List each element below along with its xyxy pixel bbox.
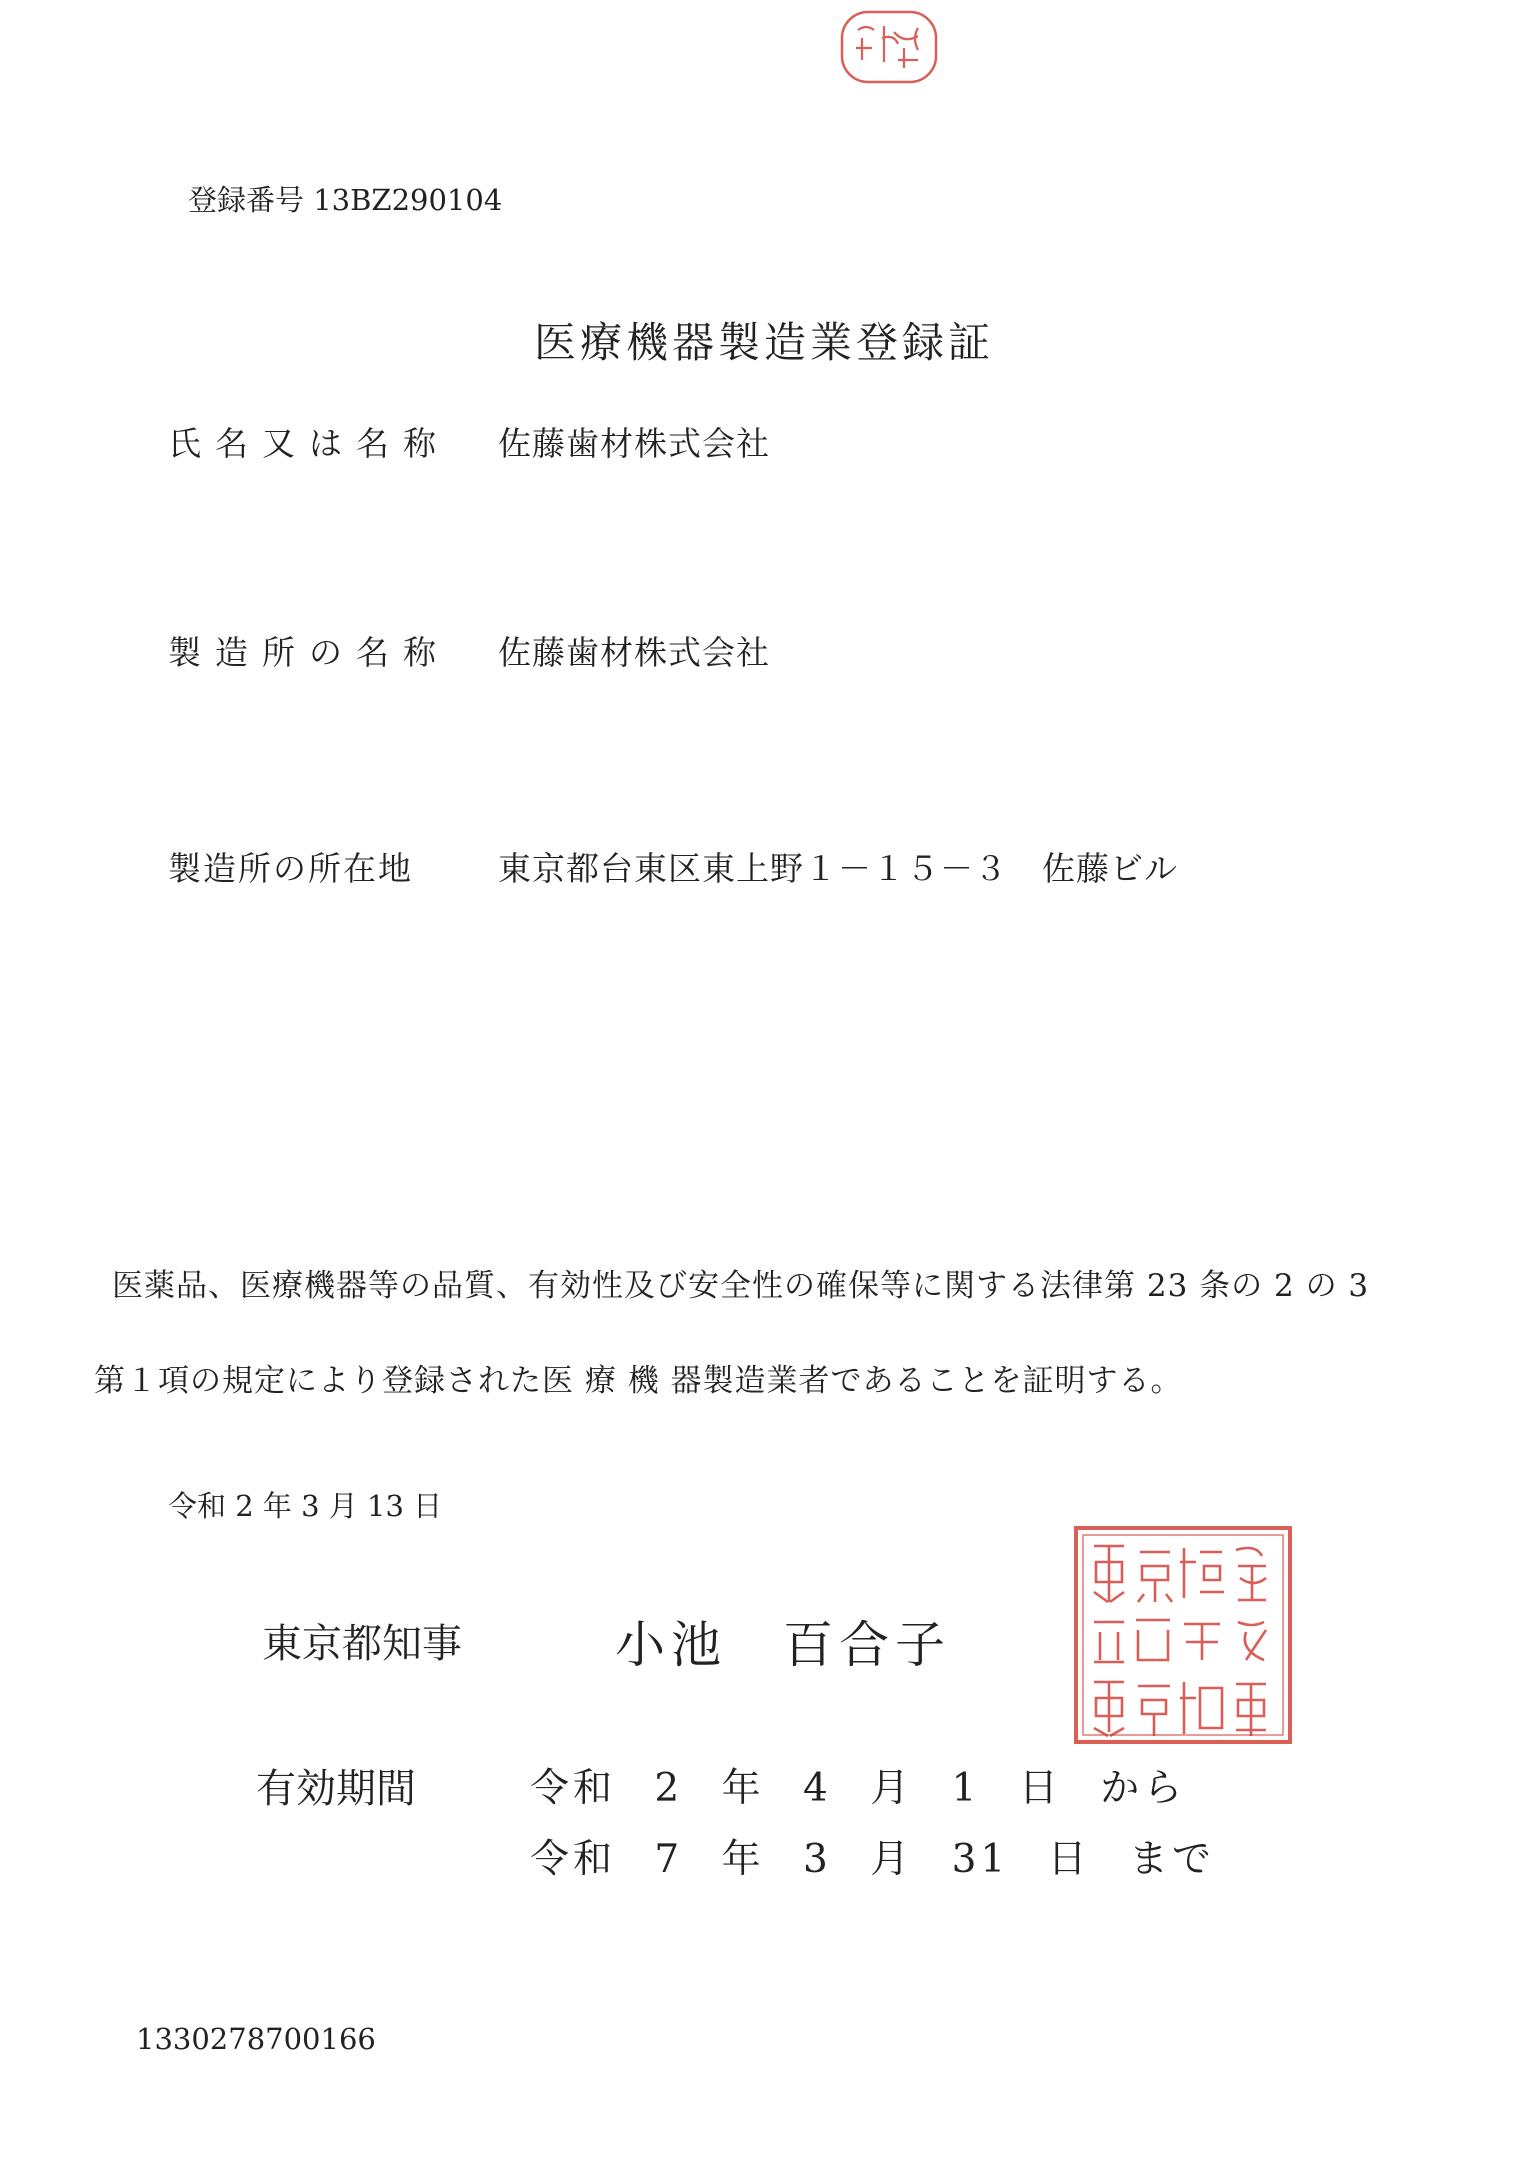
document-title: 医療機器製造業登録証 — [533, 318, 994, 367]
field-value-name: 佐藤歯材株式会社 — [498, 424, 770, 463]
validity-from: 令和 2 年 4 月 1 日 から — [530, 1766, 1187, 1811]
registration-number: 登録番号 13BZ290104 — [188, 183, 503, 217]
issue-date: 令和 2 年 3 月 13 日 — [168, 1489, 443, 1523]
issuer-name: 小池 百合子 — [615, 1616, 951, 1674]
document-number: 1330278700166 — [136, 2022, 376, 2056]
validity-label: 有効期間 — [256, 1766, 416, 1812]
certification-text-line-2: 第１項の規定により登録された医 療 機 器製造業者であることを証明する。 — [94, 1363, 1183, 1399]
field-value-facility-address: 東京都台東区東上野１－１５－３ 佐藤ビル — [498, 849, 1178, 888]
field-label-name: 氏名又は名称 — [168, 424, 450, 463]
top-stamp-seal — [838, 8, 940, 86]
issuer-title: 東京都知事 — [262, 1621, 462, 1667]
official-stamp-seal — [1070, 1522, 1296, 1748]
field-label-facility-name: 製造所の名称 — [168, 633, 450, 672]
certification-text-line-1: 医薬品、医療機器等の品質、有効性及び安全性の確保等に関する法律第 23 条の 2 の 3 — [112, 1268, 1370, 1304]
field-value-facility-name: 佐藤歯材株式会社 — [498, 633, 770, 672]
validity-to: 令和 7 年 3 月 31 日 まで — [530, 1837, 1216, 1882]
field-label-facility-address: 製造所の所在地 — [168, 849, 413, 888]
